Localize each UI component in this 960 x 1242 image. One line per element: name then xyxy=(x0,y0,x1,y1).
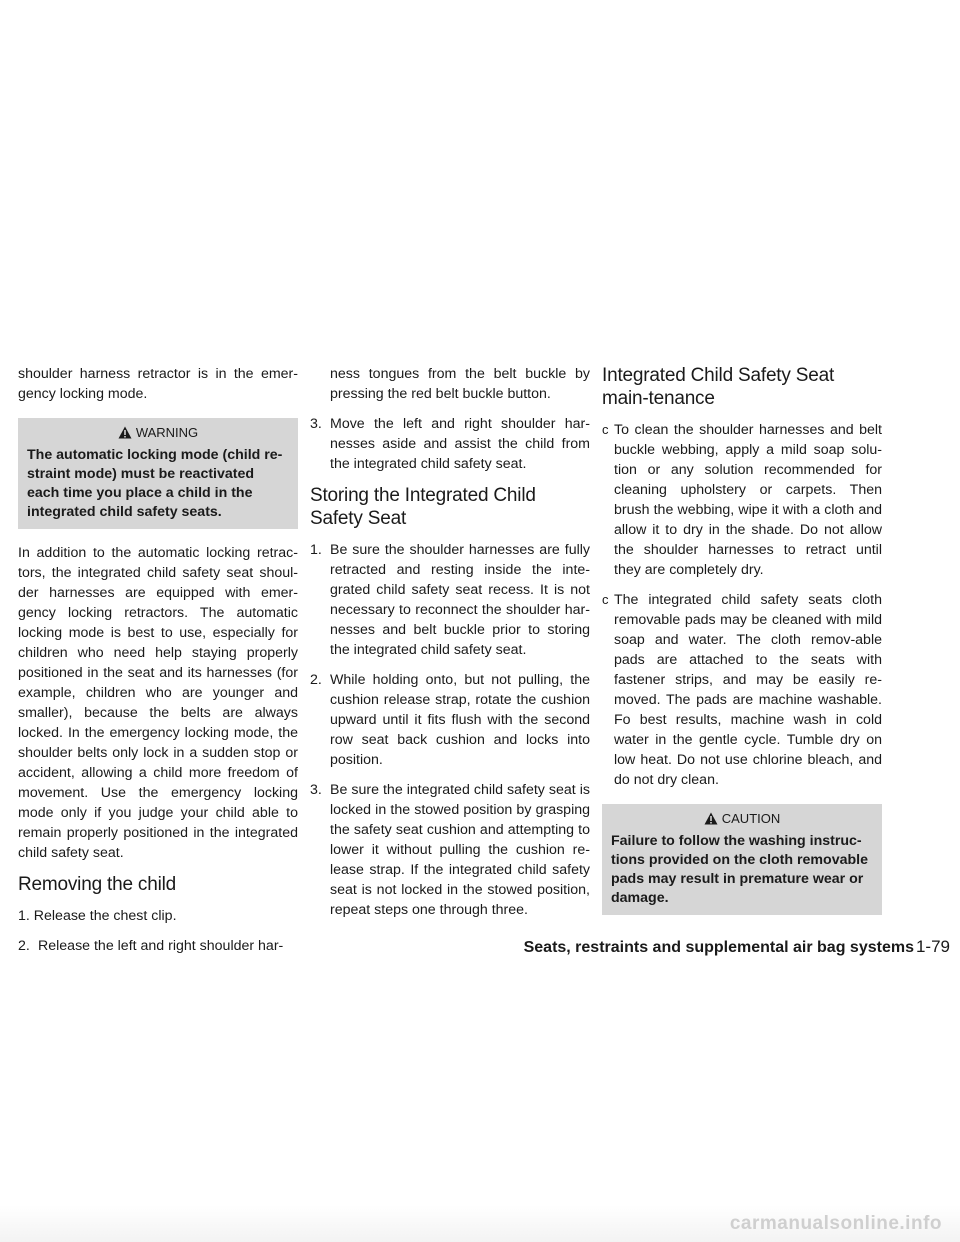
column-2 xyxy=(310,364,590,930)
warning-box xyxy=(18,418,298,529)
maintenance-bullet-2: c The integrated child safety seats cloth removable pads may be cleaned with mild soap and water. The cloth remov-able pads are attached to the seats with fastener strips, and may be easily re-moved. The pads are machine washable. Fo best results, machine wash in cold water in the gentle cycle. Tumble dry on low heat. Do not use chlorine bleach, and do not dry clean. xyxy=(602,592,882,788)
removing-step-3: 3. Move the left and right shoulder har-nesses aside and assist the child from the integrated child safety seat. xyxy=(310,416,590,472)
caution-box xyxy=(602,804,882,915)
watermark-text: carmanualsonline.info xyxy=(729,1213,942,1234)
warning-text: The automatic locking mode (child re-straint mode) must be reactivated each time you place a child in the integrated child safety seats. xyxy=(27,447,283,520)
storing-step-2: 2. While holding onto, but not pulling, the cushion release strap, rotate the cushion upward until it fits flush with the second row seat back cushion and locks into position. xyxy=(310,672,590,768)
bullet-icon: c xyxy=(602,592,609,607)
column-1 xyxy=(18,364,298,966)
column-3 xyxy=(602,364,882,929)
warning-title: WARNING xyxy=(135,425,199,440)
caution-icon xyxy=(704,812,718,825)
maintenance-heading: Integrated Child Safety Seat main-tenance xyxy=(602,365,835,409)
page-number: 1-79 xyxy=(915,937,950,956)
removing-heading: Removing the child xyxy=(18,874,176,895)
storing-heading: Storing the Integrated Child Safety Seat xyxy=(310,485,536,529)
intro-paragraph: shoulder harness retractor is in the emer-gency locking mode. xyxy=(18,366,298,402)
storing-step-3: 3. Be sure the integrated child safety seat is locked in the stowed position by grasping the safety seat cushion and attempting to lower it without pulling the cushion re-lease strap. If the integrated child safety seat is not locked in the stowed position, repeat steps one through three. xyxy=(310,782,590,918)
bullet-icon: c xyxy=(602,422,609,437)
page-footer xyxy=(0,937,950,957)
locking-paragraph: In addition to the automatic locking retrac-tors, the integrated child safety seat shoul-der harnesses are equipped with emer-gency locking retractors. The automatic locking mode is best to use, especially for children who need help staying properly positioned in the seat and its harnesses (for example, children who are younger and smaller), because the belts are always locked. In the emergency locking mode, the shoulder belts only lock in a sudden stop or accident, allowing a child more freedom of movement. Use the emergency locking mode only if you judge your child able to remain properly positioned in the integrated child safety seat. xyxy=(18,545,298,861)
caution-title: CAUTION xyxy=(721,811,781,826)
removing-step-2-continued: ness tongues from the belt buckle by pressing the red belt buckle button. xyxy=(330,366,590,402)
footer-section-title: Seats, restraints and supplemental air bag systems xyxy=(523,939,914,956)
storing-step-1: 1. Be sure the shoulder harnesses are fully retracted and resting inside the inte-grated child safety seat recess. It is not necessary to reconnect the shoulder har-nesses and belt buckle prior to storing the integrated child safety seat. xyxy=(310,542,590,658)
warning-icon xyxy=(118,426,132,439)
caution-text: Failure to follow the washing instruc-tions provided on the cloth removable pads may result in premature wear or damage. xyxy=(611,833,868,906)
removing-step-2: 2. Release the left and right shoulder har- xyxy=(18,938,284,954)
maintenance-bullet-1: c To clean the shoulder harnesses and belt buckle webbing, apply a mild soap solu-tion or any solution recommended for cleaning upholstery or carpets. Then brush the webbing, wipe it with a cloth and allow it to dry in the shade. Do not allow the shoulder harnesses to retract until they are completely dry. xyxy=(602,422,882,578)
watermark-bar xyxy=(0,1205,960,1242)
removing-step-1: 1. Release the chest clip. xyxy=(18,908,177,924)
